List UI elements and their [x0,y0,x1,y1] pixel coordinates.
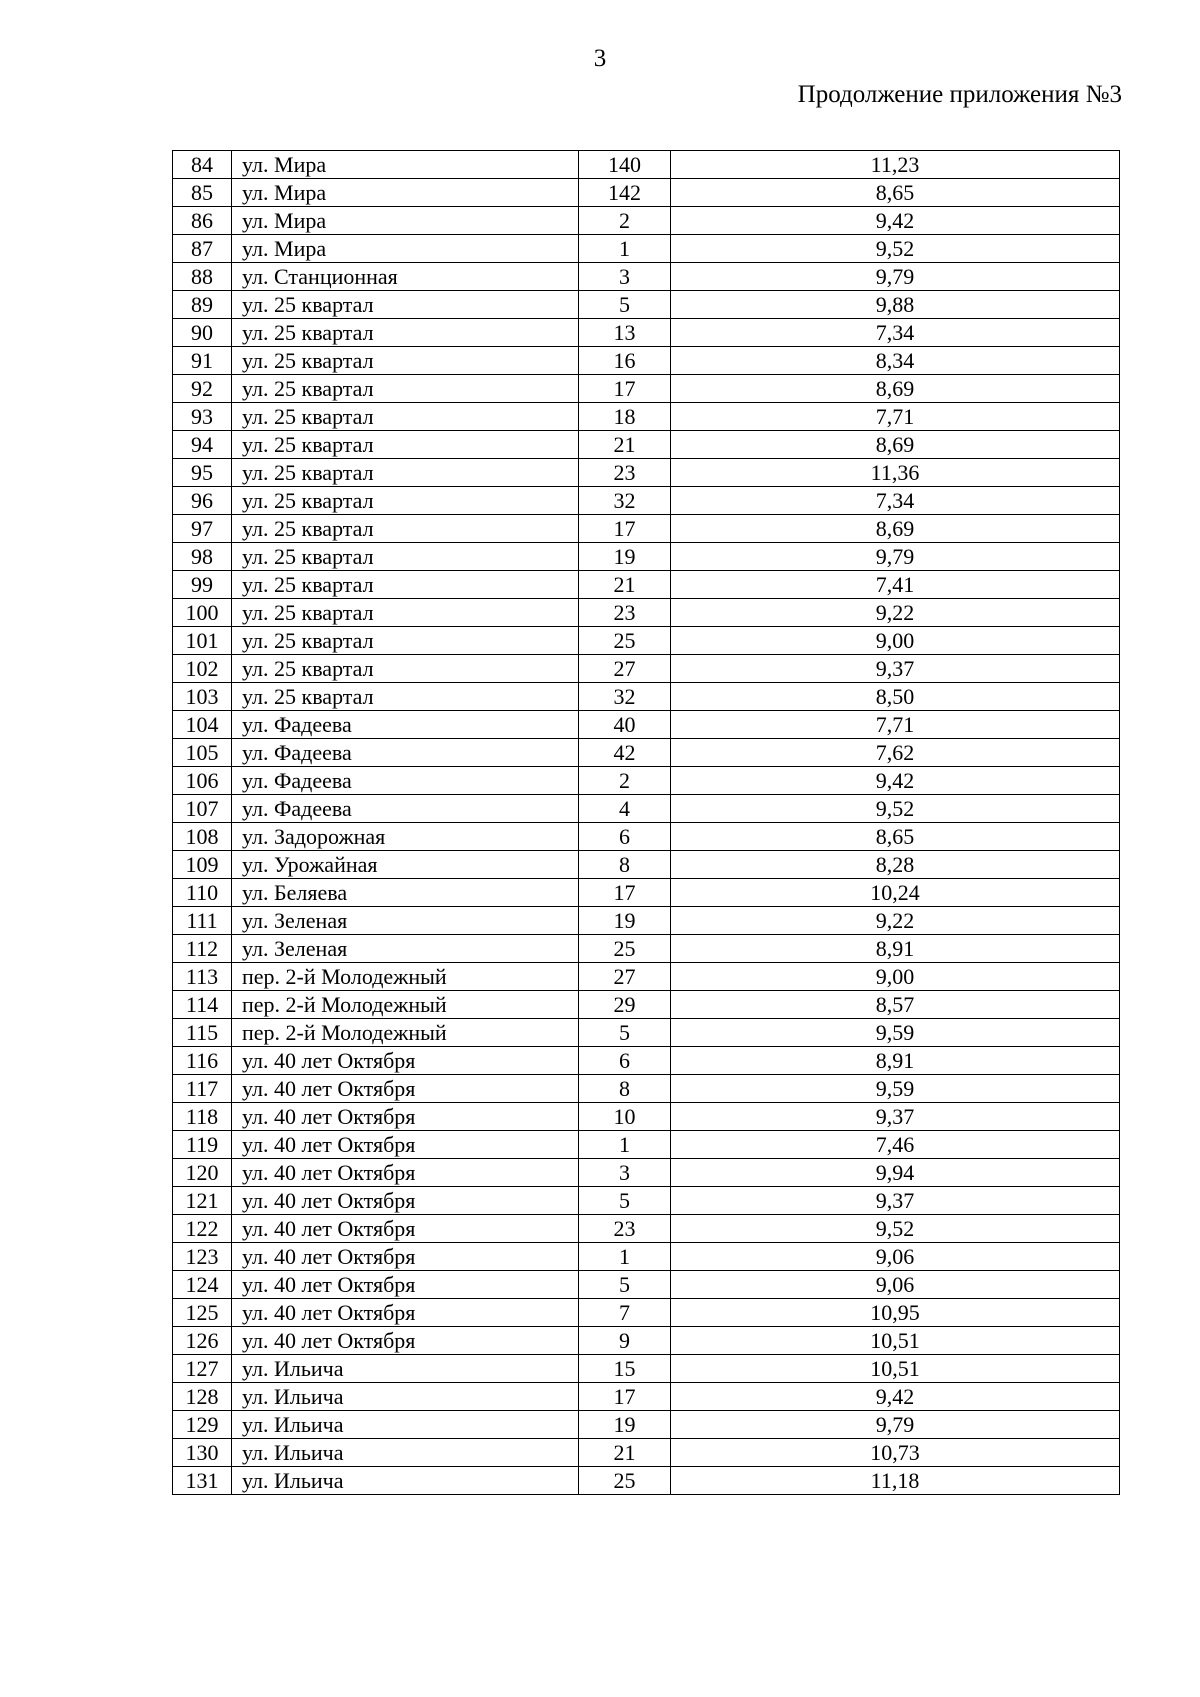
street-cell: ул. Станционная [232,263,579,291]
house-number-cell: 21 [579,1439,671,1467]
value-cell: 9,94 [671,1159,1120,1187]
table-body [173,151,1120,1495]
row-number-cell: 129 [173,1411,232,1439]
value-cell: 11,18 [671,1467,1120,1495]
table-row [173,207,1120,235]
table-row [173,1383,1120,1411]
street-cell: ул. Задорожная [232,823,579,851]
street-cell: ул. Фадеева [232,739,579,767]
house-number-cell: 5 [579,1271,671,1299]
value-cell: 9,52 [671,795,1120,823]
value-cell: 7,46 [671,1131,1120,1159]
row-number-cell: 103 [173,683,232,711]
row-number-cell: 127 [173,1355,232,1383]
street-cell: ул. 40 лет Октября [232,1299,579,1327]
street-cell: ул. Ильича [232,1383,579,1411]
table-row [173,1047,1120,1075]
row-number-cell: 119 [173,1131,232,1159]
table-row [173,319,1120,347]
house-number-cell: 19 [579,543,671,571]
street-cell: ул. Мира [232,207,579,235]
house-number-cell: 2 [579,207,671,235]
table-row [173,515,1120,543]
value-cell: 9,79 [671,543,1120,571]
street-cell: ул. 25 квартал [232,543,579,571]
row-number-cell: 123 [173,1243,232,1271]
table-row [173,1327,1120,1355]
street-cell: ул. 25 квартал [232,487,579,515]
street-cell: ул. 25 квартал [232,347,579,375]
row-number-cell: 104 [173,711,232,739]
house-number-cell: 42 [579,739,671,767]
value-cell: 9,00 [671,627,1120,655]
street-cell: ул. 25 квартал [232,515,579,543]
street-cell: ул. Ильича [232,1411,579,1439]
value-cell: 7,41 [671,571,1120,599]
row-number-cell: 97 [173,515,232,543]
house-number-cell: 7 [579,1299,671,1327]
value-cell: 9,00 [671,963,1120,991]
row-number-cell: 112 [173,935,232,963]
table-row [173,655,1120,683]
value-cell: 10,73 [671,1439,1120,1467]
value-cell: 9,37 [671,1103,1120,1131]
table-row [173,1215,1120,1243]
table-row [173,879,1120,907]
value-cell: 9,22 [671,907,1120,935]
table-row [173,683,1120,711]
row-number-cell: 92 [173,375,232,403]
house-number-cell: 25 [579,935,671,963]
street-cell: ул. Фадеева [232,795,579,823]
house-number-cell: 9 [579,1327,671,1355]
value-cell: 9,06 [671,1243,1120,1271]
value-cell: 7,34 [671,319,1120,347]
house-number-cell: 8 [579,1075,671,1103]
row-number-cell: 106 [173,767,232,795]
street-cell: ул. 40 лет Октября [232,1243,579,1271]
table-row [173,963,1120,991]
house-number-cell: 17 [579,375,671,403]
table-row [173,823,1120,851]
street-cell: ул. 25 квартал [232,375,579,403]
row-number-cell: 87 [173,235,232,263]
table-row [173,1439,1120,1467]
value-cell: 9,59 [671,1019,1120,1047]
street-cell: пер. 2-й Молодежный [232,963,579,991]
value-cell: 9,79 [671,1411,1120,1439]
house-number-cell: 6 [579,823,671,851]
house-number-cell: 5 [579,291,671,319]
table-row [173,851,1120,879]
table-row [173,179,1120,207]
house-number-cell: 142 [579,179,671,207]
table-row [173,571,1120,599]
street-cell: ул. Зеленая [232,907,579,935]
street-cell: ул. Мира [232,151,579,179]
house-number-cell: 1 [579,235,671,263]
house-number-cell: 17 [579,515,671,543]
row-number-cell: 111 [173,907,232,935]
street-cell: ул. Зеленая [232,935,579,963]
street-cell: ул. Мира [232,235,579,263]
row-number-cell: 110 [173,879,232,907]
street-cell: ул. 40 лет Октября [232,1327,579,1355]
value-cell: 9,42 [671,767,1120,795]
house-number-cell: 10 [579,1103,671,1131]
value-cell: 11,36 [671,459,1120,487]
house-number-cell: 18 [579,403,671,431]
table-row [173,543,1120,571]
house-number-cell: 19 [579,1411,671,1439]
value-cell: 8,65 [671,179,1120,207]
table-row [173,739,1120,767]
street-cell: ул. 40 лет Октября [232,1103,579,1131]
row-number-cell: 105 [173,739,232,767]
street-cell: пер. 2-й Молодежный [232,991,579,1019]
row-number-cell: 128 [173,1383,232,1411]
value-cell: 9,88 [671,291,1120,319]
street-cell: ул. 40 лет Октября [232,1159,579,1187]
house-number-cell: 16 [579,347,671,375]
street-cell: ул. 25 квартал [232,459,579,487]
row-number-cell: 118 [173,1103,232,1131]
house-number-cell: 8 [579,851,671,879]
value-cell: 7,62 [671,739,1120,767]
row-number-cell: 113 [173,963,232,991]
table-row [173,431,1120,459]
street-cell: ул. 25 квартал [232,627,579,655]
house-number-cell: 27 [579,963,671,991]
row-number-cell: 88 [173,263,232,291]
table-row [173,291,1120,319]
house-number-cell: 5 [579,1187,671,1215]
street-cell: ул. 25 квартал [232,291,579,319]
row-number-cell: 100 [173,599,232,627]
row-number-cell: 120 [173,1159,232,1187]
value-cell: 8,34 [671,347,1120,375]
value-cell: 10,95 [671,1299,1120,1327]
table-row [173,1299,1120,1327]
table-row [173,599,1120,627]
value-cell: 9,59 [671,1075,1120,1103]
row-number-cell: 101 [173,627,232,655]
table-row [173,1243,1120,1271]
table-row [173,627,1120,655]
value-cell: 8,91 [671,1047,1120,1075]
table-row [173,1131,1120,1159]
value-cell: 9,52 [671,235,1120,263]
value-cell: 8,69 [671,515,1120,543]
value-cell: 8,50 [671,683,1120,711]
table-row [173,1271,1120,1299]
page-number: 3 [593,45,607,72]
table-row [173,151,1120,179]
house-number-cell: 3 [579,1159,671,1187]
table-row [173,1019,1120,1047]
house-number-cell: 140 [579,151,671,179]
street-cell: пер. 2-й Молодежный [232,1019,579,1047]
table-row [173,991,1120,1019]
house-number-cell: 32 [579,487,671,515]
house-number-cell: 1 [579,1131,671,1159]
house-number-cell: 23 [579,459,671,487]
table-row [173,1075,1120,1103]
value-cell: 8,57 [671,991,1120,1019]
house-number-cell: 4 [579,795,671,823]
value-cell: 10,24 [671,879,1120,907]
value-cell: 8,69 [671,431,1120,459]
value-cell: 9,22 [671,599,1120,627]
value-cell: 7,71 [671,403,1120,431]
table-row [173,1103,1120,1131]
table-row [173,1411,1120,1439]
value-cell: 10,51 [671,1327,1120,1355]
table-row [173,487,1120,515]
value-cell: 10,51 [671,1355,1120,1383]
table-row [173,711,1120,739]
appendix-caption: Продолжение приложения №3 [797,81,1122,108]
street-cell: ул. Беляева [232,879,579,907]
house-number-cell: 40 [579,711,671,739]
row-number-cell: 90 [173,319,232,347]
table-row [173,1355,1120,1383]
row-number-cell: 99 [173,571,232,599]
row-number-cell: 98 [173,543,232,571]
house-number-cell: 15 [579,1355,671,1383]
house-number-cell: 23 [579,1215,671,1243]
value-cell: 8,69 [671,375,1120,403]
row-number-cell: 85 [173,179,232,207]
street-cell: ул. 25 квартал [232,571,579,599]
row-number-cell: 95 [173,459,232,487]
row-number-cell: 122 [173,1215,232,1243]
street-cell: ул. 40 лет Октября [232,1187,579,1215]
row-number-cell: 130 [173,1439,232,1467]
value-cell: 9,42 [671,1383,1120,1411]
table-row [173,1159,1120,1187]
house-number-cell: 6 [579,1047,671,1075]
table-row [173,1467,1120,1495]
street-cell: ул. 25 квартал [232,431,579,459]
street-cell: ул. 40 лет Октября [232,1271,579,1299]
value-cell: 7,34 [671,487,1120,515]
table-row [173,1187,1120,1215]
street-cell: ул. 25 квартал [232,655,579,683]
table-row [173,347,1120,375]
street-cell: ул. 25 квартал [232,599,579,627]
house-number-cell: 17 [579,1383,671,1411]
row-number-cell: 96 [173,487,232,515]
row-number-cell: 117 [173,1075,232,1103]
row-number-cell: 91 [173,347,232,375]
row-number-cell: 126 [173,1327,232,1355]
table-row [173,403,1120,431]
value-cell: 11,23 [671,151,1120,179]
house-number-cell: 17 [579,879,671,907]
house-number-cell: 21 [579,571,671,599]
street-cell: ул. Урожайная [232,851,579,879]
house-number-cell: 3 [579,263,671,291]
street-cell: ул. 40 лет Октября [232,1215,579,1243]
house-number-cell: 5 [579,1019,671,1047]
street-cell: ул. 25 квартал [232,403,579,431]
table-row [173,375,1120,403]
row-number-cell: 121 [173,1187,232,1215]
street-cell: ул. 40 лет Октября [232,1131,579,1159]
row-number-cell: 125 [173,1299,232,1327]
street-cell: ул. Ильича [232,1355,579,1383]
table-row [173,907,1120,935]
table-row [173,263,1120,291]
row-number-cell: 115 [173,1019,232,1047]
street-cell: ул. Ильича [232,1467,579,1495]
value-cell: 9,52 [671,1215,1120,1243]
house-number-cell: 23 [579,599,671,627]
value-cell: 9,37 [671,1187,1120,1215]
table-row [173,235,1120,263]
value-cell: 9,06 [671,1271,1120,1299]
house-number-cell: 1 [579,1243,671,1271]
house-number-cell: 32 [579,683,671,711]
street-cell: ул. 40 лет Октября [232,1047,579,1075]
house-number-cell: 27 [579,655,671,683]
value-cell: 7,71 [671,711,1120,739]
house-number-cell: 19 [579,907,671,935]
street-cell: ул. 25 квартал [232,319,579,347]
house-number-cell: 2 [579,767,671,795]
street-cell: ул. Мира [232,179,579,207]
house-number-cell: 21 [579,431,671,459]
house-number-cell: 25 [579,627,671,655]
value-cell: 9,42 [671,207,1120,235]
table-row [173,795,1120,823]
street-cell: ул. Фадеева [232,711,579,739]
row-number-cell: 108 [173,823,232,851]
row-number-cell: 86 [173,207,232,235]
street-cell: ул. 25 квартал [232,683,579,711]
house-number-cell: 25 [579,1467,671,1495]
table-row [173,767,1120,795]
value-cell: 9,37 [671,655,1120,683]
row-number-cell: 102 [173,655,232,683]
value-cell: 8,28 [671,851,1120,879]
house-number-cell: 13 [579,319,671,347]
value-cell: 8,65 [671,823,1120,851]
row-number-cell: 93 [173,403,232,431]
house-number-cell: 29 [579,991,671,1019]
row-number-cell: 114 [173,991,232,1019]
row-number-cell: 84 [173,151,232,179]
row-number-cell: 124 [173,1271,232,1299]
table-row [173,459,1120,487]
value-cell: 9,79 [671,263,1120,291]
street-cell: ул. Ильича [232,1439,579,1467]
street-cell: ул. Фадеева [232,767,579,795]
row-number-cell: 94 [173,431,232,459]
row-number-cell: 131 [173,1467,232,1495]
value-cell: 8,91 [671,935,1120,963]
table-row [173,935,1120,963]
row-number-cell: 109 [173,851,232,879]
row-number-cell: 116 [173,1047,232,1075]
street-cell: ул. 40 лет Октября [232,1075,579,1103]
row-number-cell: 107 [173,795,232,823]
data-table [172,150,1120,1495]
row-number-cell: 89 [173,291,232,319]
